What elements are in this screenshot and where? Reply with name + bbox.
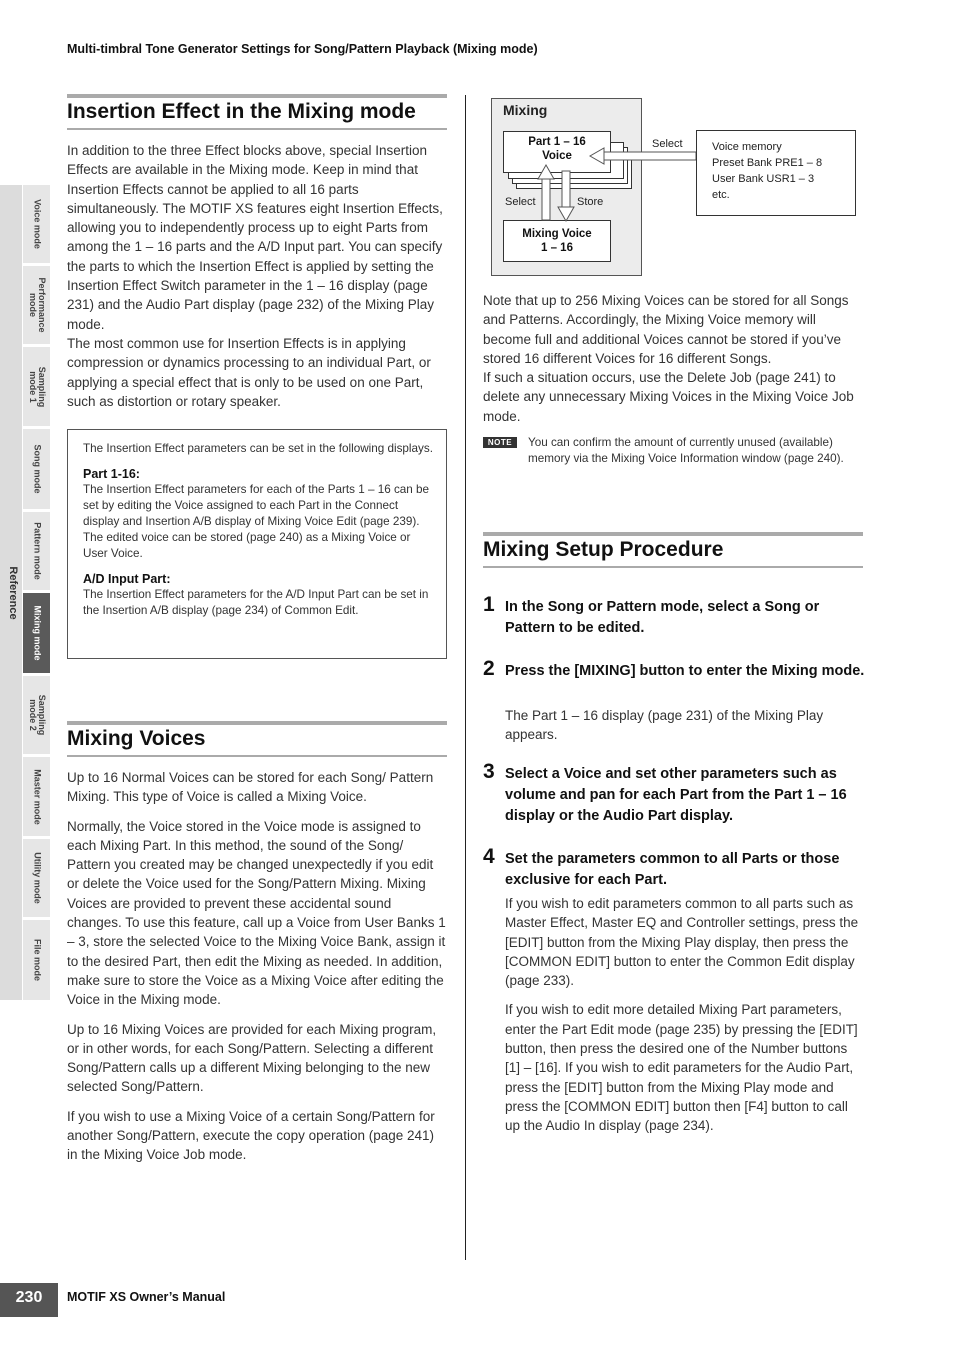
mixing-voices-paragraph-2: Normally, the Voice stored in the Voice mode is assigned to each Mixing Part. In this method, the sound of the Song/ Pattern you created may be changed unexpectedly if you edit or delete the Voice used for the Song/Pattern Mixing. Mixing Voices are provided to prevent these accidental sound changes. To use this feature, call up a Voice from User Banks 1 – 3, store the selected Voice to the Mixing Voice Bank, assign it to the desired Part, then edit the Mixing as needed. In addition, make sure to store the Voice as a Mixing Voice after editing the Voice in the Mixing mode.: [67, 818, 446, 1008]
diagram-select-right-label: Select: [652, 138, 683, 150]
memory-line: etc.: [712, 189, 730, 201]
insertion-paragraph-2: The most common use for Insertion Effects is in applying compression or dynamics processing to an individual Part, or applying a special effect that is only to be used on one Part, such as distortion or rotary speaker.: [67, 335, 431, 409]
note-icon: NOTE: [483, 437, 517, 448]
step-number-3: 3: [483, 760, 495, 783]
insertion-title: Insertion Effect in the Mixing mode: [67, 100, 416, 123]
memory-line: Preset Bank PRE1 – 8: [712, 157, 823, 169]
step-4-paragraph-1: If you wish to edit parameters common to all parts such as Master Effect, Master EQ and Controller settings, press the [EDIT] button from the Mixing Play display, then press the [COMMON EDIT] button to enter the Common Edit display (page 233).: [505, 896, 859, 989]
step-4-paragraph-2: If you wish to edit more detailed Mixing Part parameters, enter the Part Edit mode (page 235) by pressing the [EDIT] button, then press the desired one of the Number buttons [1] – [16]. If you wish to edit parameters for the Audio Part, press the [EDIT] button from the Mixing Play mode and press the [COMMON EDIT] button then [F4] button to call up the Audio In display (page 234).: [505, 1002, 858, 1134]
infobox-ad-title: A/D Input Part:: [83, 572, 171, 586]
infobox-part-title: Part 1-16:: [83, 467, 140, 481]
step-heading-2: Press the [MIXING] button to enter the Mixing mode.: [505, 663, 865, 679]
insertion-paragraph-1: In addition to the three Effect blocks above, special Insertion Effects are available in the Mixing mode. Keep in mind that Insertion Effects cannot be applied to all 16 parts simultaneously. The MOTIF XS features eight Insertion Effects, allowing you to independently process up to eight Parts from among the 1 – 16 parts and the A/D Input part. You can specify the parts to which the Insertion Effect is applied by setting the Insertion Effect Switch parameter in the 1 – 16 display (page 231) and the Audio Part display (page 232) of the Mixing Play mode.: [67, 143, 443, 332]
voice-memory-box: [696, 130, 856, 216]
step-body-2: The Part 1 – 16 display (page 231) of the Mixing Play appears.: [505, 708, 824, 743]
step-number-2: 2: [483, 657, 495, 680]
mixing-voices-title: Mixing Voices: [67, 727, 206, 750]
tab-voice-mode[interactable]: Voice mode: [23, 185, 50, 263]
tab-file-mode[interactable]: File mode: [23, 920, 50, 1000]
diagram-store-label: Store: [577, 196, 604, 208]
step-body-4: [505, 894, 863, 1136]
right-column-body: [483, 291, 863, 426]
mixing-voices-section-title: [67, 721, 447, 757]
setup-section-title: [483, 532, 863, 568]
setup-title: Mixing Setup Procedure: [483, 538, 724, 561]
mixing-voice-label: Mixing Voice 1 – 16: [522, 228, 592, 254]
sidebar-tabs: [0, 185, 50, 1000]
tab-pattern-mode[interactable]: Pattern mode: [23, 512, 50, 590]
note-text: You can confirm the amount of currently unused (available) memory via the Mixing Voice Information window (page 240).: [528, 436, 844, 465]
memory-arrow-shaft: [604, 152, 696, 160]
insertion-info-box: [67, 429, 447, 659]
right-paragraph-2: If such a situation occurs, use the Delete Job (page 241) to delete any unnecessary Mixing Voices in the Mixing Voice Job mode.: [483, 370, 854, 424]
tab-sampling-mode-1[interactable]: Sampling mode 1: [23, 347, 50, 426]
memory-line: User Bank USR1 – 3: [712, 173, 815, 185]
diagram-title: Mixing: [503, 102, 548, 118]
select-arrow-shaft: [542, 179, 550, 220]
select-arrow-head: [538, 165, 554, 179]
insertion-section-title: [67, 94, 447, 130]
memory-arrow-head: [590, 148, 604, 164]
mixing-voices-body: [67, 768, 447, 1165]
part-voice-label: Part 1 – 16 Voice: [528, 136, 586, 162]
step-heading-4: Set the parameters common to all Parts or those exclusive for each Part.: [505, 851, 840, 888]
diagram-arrows: [490, 97, 705, 277]
step-heading-3: Select a Voice and set other parameters such as volume and pan for each Part from the Part 1 – 16 display or the Audio Part display.: [505, 766, 847, 824]
tab-utility-mode[interactable]: Utility mode: [23, 839, 50, 917]
step-number-1: 1: [483, 593, 495, 616]
sidebar-reference-label: Reference: [7, 566, 19, 620]
store-arrow-shaft: [562, 171, 570, 207]
tab-song-mode[interactable]: Song mode: [23, 429, 50, 509]
diagram-select-label: Select: [505, 196, 536, 208]
column-divider: [465, 95, 466, 1260]
step-number-4: 4: [483, 845, 495, 868]
mixing-voices-paragraph-4: If you wish to use a Mixing Voice of a certain Song/Pattern for another Song/Pattern, execute the copy operation (page 241) in the Mixing Voice Job mode.: [67, 1108, 435, 1163]
infobox-part-text: The Insertion Effect parameters for each of the Parts 1 – 16 can be set by editing the Voice assigned to each Part in the Connect display and Insertion A/B display of Mixing Voice Edit (page 239). The edited voice can be stored (page 240) as a Mixing Voice or User Voice.: [83, 483, 430, 560]
infobox-ad-text: The Insertion Effect parameters for the A/D Input Part can be set in the Insertion A/B display (page 234) of Common Edit.: [83, 588, 429, 617]
tab-mixing-mode[interactable]: Mixing mode: [23, 593, 50, 673]
mixing-voices-paragraph-1: Up to 16 Normal Voices can be stored for each Song/ Pattern Mixing. This type of Voice is called a Mixing Voice.: [67, 770, 434, 805]
running-header: Multi-timbral Tone Generator Settings for Song/Pattern Playback (Mixing mode): [67, 42, 538, 56]
insertion-body: [67, 141, 445, 411]
tab-master-mode[interactable]: Master mode: [23, 757, 50, 836]
page-number: 230: [0, 1283, 58, 1317]
infobox-intro: The Insertion Effect parameters can be set in the following displays.: [83, 442, 433, 455]
memory-line: Voice memory: [712, 141, 782, 153]
step-heading-1: In the Song or Pattern mode, select a Song or Pattern to be edited.: [505, 599, 820, 636]
store-arrow-head: [558, 207, 574, 221]
tab-sampling-mode-2[interactable]: Sampling mode 2: [23, 676, 50, 754]
mixing-voices-paragraph-3: Up to 16 Mixing Voices are provided for each Mixing program, or in other words, for each Song/Pattern. Selecting a different Song/Pattern calls up a different Mixing belonging to the new selected Song/Pattern.: [67, 1021, 437, 1095]
manual-title: MOTIF XS Owner’s Manual: [67, 1290, 226, 1304]
tab-performance-mode[interactable]: Performance mode: [23, 266, 50, 344]
right-paragraph-1: Note that up to 256 Mixing Voices can be stored for all Songs and Patterns. Accordingly, the Mixing Voice memory will become full and additional Voices cannot be stored if you’ve stored 16 different Voices for 16 different Songs.: [483, 293, 849, 366]
